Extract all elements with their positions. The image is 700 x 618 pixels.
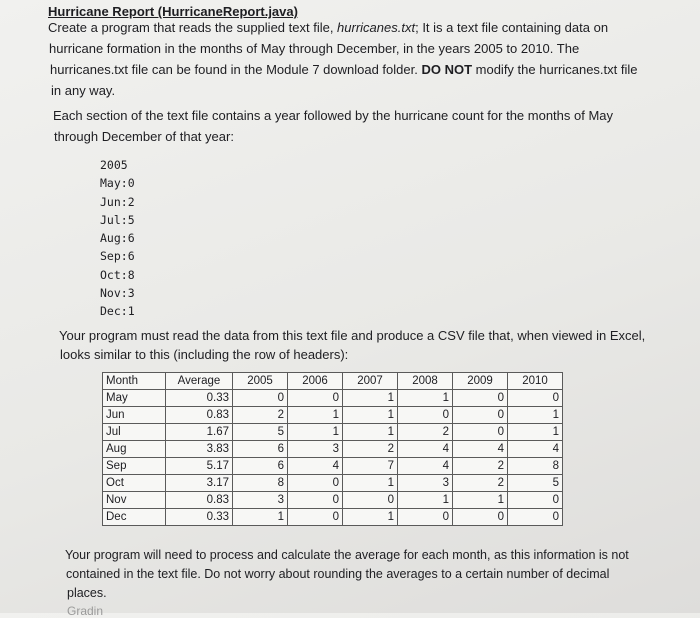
closing-line-1: Your program will need to process and calculate the average for each month, as this information is not (65, 548, 629, 562)
table-row (103, 424, 563, 441)
count-cell: 1 (343, 509, 398, 526)
sample-line: 2005 (100, 158, 128, 172)
average-cell: 0.83 (166, 492, 233, 509)
month-cell: Jun (103, 407, 166, 424)
count-cell: 0 (508, 509, 563, 526)
cut-off-heading: Gradin (67, 604, 104, 618)
count-cell: 2 (453, 458, 508, 475)
count-cell: 8 (508, 458, 563, 475)
table-row (103, 441, 563, 458)
intro-text: Create a program that reads the supplied text file, (48, 20, 338, 35)
sample-line: Dec:1 (100, 304, 135, 319)
table-row (103, 390, 563, 407)
table-row (103, 458, 563, 475)
intro-line-4: in any way. (51, 83, 116, 98)
average-cell: 5.17 (166, 458, 233, 475)
table-row (103, 492, 563, 509)
count-cell: 0 (453, 407, 508, 424)
average-cell: 0.33 (166, 390, 233, 407)
average-cell: 3.17 (166, 475, 233, 492)
count-cell: 6 (233, 441, 288, 458)
sample-line: Oct:8 (100, 267, 135, 282)
table-row (103, 509, 563, 526)
table-header-row (103, 373, 563, 390)
count-cell: 1 (288, 407, 343, 424)
intro-text: ; It is a text file containing data on (415, 20, 609, 35)
intro-line-3 (50, 62, 638, 77)
count-cell: 1 (343, 424, 398, 441)
count-cell: 0 (508, 492, 563, 509)
count-cell: 1 (508, 407, 563, 424)
section-line-2: through December of that year: (54, 129, 234, 144)
sample-file-contents (100, 156, 135, 321)
count-cell: 1 (508, 424, 563, 441)
count-cell: 0 (288, 475, 343, 492)
count-cell: 2 (343, 441, 398, 458)
section-line-1: Each section of the text file contains a year followed by the hurricane count for the months of May (53, 108, 614, 123)
header-cell: 2008 (398, 373, 453, 390)
sample-line: Aug:6 (100, 231, 135, 246)
count-cell: 1 (398, 390, 453, 407)
count-cell: 0 (343, 492, 398, 509)
count-cell: 1 (343, 390, 398, 407)
sample-line: Sep:6 (100, 249, 135, 264)
sample-line: Nov:3 (100, 286, 135, 301)
page-title: Hurricane Report (HurricaneReport.java) (48, 4, 298, 19)
count-cell: 3 (398, 475, 453, 492)
count-cell: 5 (233, 424, 288, 441)
average-cell: 0.33 (166, 509, 233, 526)
average-cell: 3.83 (166, 441, 233, 458)
count-cell: 7 (343, 458, 398, 475)
count-cell: 1 (343, 407, 398, 424)
month-cell: Aug (103, 441, 166, 458)
header-cell: 2007 (343, 373, 398, 390)
header-cell: 2010 (508, 373, 563, 390)
count-cell: 4 (288, 458, 343, 475)
intro-text: hurricanes.txt file can be found in the Module 7 download folder. (50, 62, 422, 77)
csv-intro-line-1: Your program must read the data from this text file and produce a CSV file that, when viewed in Excel, (59, 328, 646, 343)
header-cell: Average (166, 373, 233, 390)
average-cell: 0.83 (166, 407, 233, 424)
count-cell: 0 (453, 390, 508, 407)
csv-preview-table (102, 372, 563, 526)
closing-line-2: contained in the text file. Do not worry about rounding the averages to a certain number of decimal (66, 567, 610, 581)
header-cell: Month (103, 373, 166, 390)
count-cell: 4 (453, 441, 508, 458)
count-cell: 6 (233, 458, 288, 475)
csv-intro-line-2: looks similar to this (including the row of headers): (60, 347, 349, 362)
count-cell: 2 (398, 424, 453, 441)
count-cell: 4 (508, 441, 563, 458)
intro-line-1 (48, 20, 608, 35)
do-not-emphasis: DO NOT (421, 62, 473, 77)
count-cell: 1 (343, 475, 398, 492)
count-cell: 3 (233, 492, 288, 509)
sample-line: Jul:5 (100, 212, 135, 227)
month-cell: Nov (103, 492, 166, 509)
count-cell: 0 (508, 390, 563, 407)
count-cell: 1 (233, 509, 288, 526)
table-row (103, 475, 563, 492)
header-cell: 2009 (453, 373, 508, 390)
count-cell: 1 (398, 492, 453, 509)
count-cell: 5 (508, 475, 563, 492)
table-row (103, 407, 563, 424)
intro-line-2: hurricane formation in the months of May through December, in the years 2005 to 2010. The (49, 41, 580, 56)
count-cell: 8 (233, 475, 288, 492)
count-cell: 0 (398, 509, 453, 526)
count-cell: 1 (453, 492, 508, 509)
count-cell: 4 (398, 458, 453, 475)
count-cell: 0 (453, 424, 508, 441)
month-cell: Jul (103, 424, 166, 441)
month-cell: Sep (103, 458, 166, 475)
count-cell: 0 (233, 390, 288, 407)
count-cell: 2 (233, 407, 288, 424)
sample-line: May:0 (100, 176, 135, 191)
intro-text: modify the hurricanes.txt file (472, 62, 638, 77)
count-cell: 2 (453, 475, 508, 492)
count-cell: 0 (288, 390, 343, 407)
count-cell: 0 (453, 509, 508, 526)
header-cell: 2006 (288, 373, 343, 390)
count-cell: 1 (288, 424, 343, 441)
month-cell: Oct (103, 475, 166, 492)
count-cell: 4 (398, 441, 453, 458)
count-cell: 0 (398, 407, 453, 424)
month-cell: Dec (103, 509, 166, 526)
header-cell: 2005 (233, 373, 288, 390)
average-cell: 1.67 (166, 424, 233, 441)
count-cell: 0 (288, 509, 343, 526)
count-cell: 3 (288, 441, 343, 458)
month-cell: May (103, 390, 166, 407)
count-cell: 0 (288, 492, 343, 509)
closing-line-3: places. (67, 586, 107, 600)
filename-italic: hurricanes.txt (337, 20, 416, 35)
sample-line: Jun:2 (100, 194, 135, 209)
